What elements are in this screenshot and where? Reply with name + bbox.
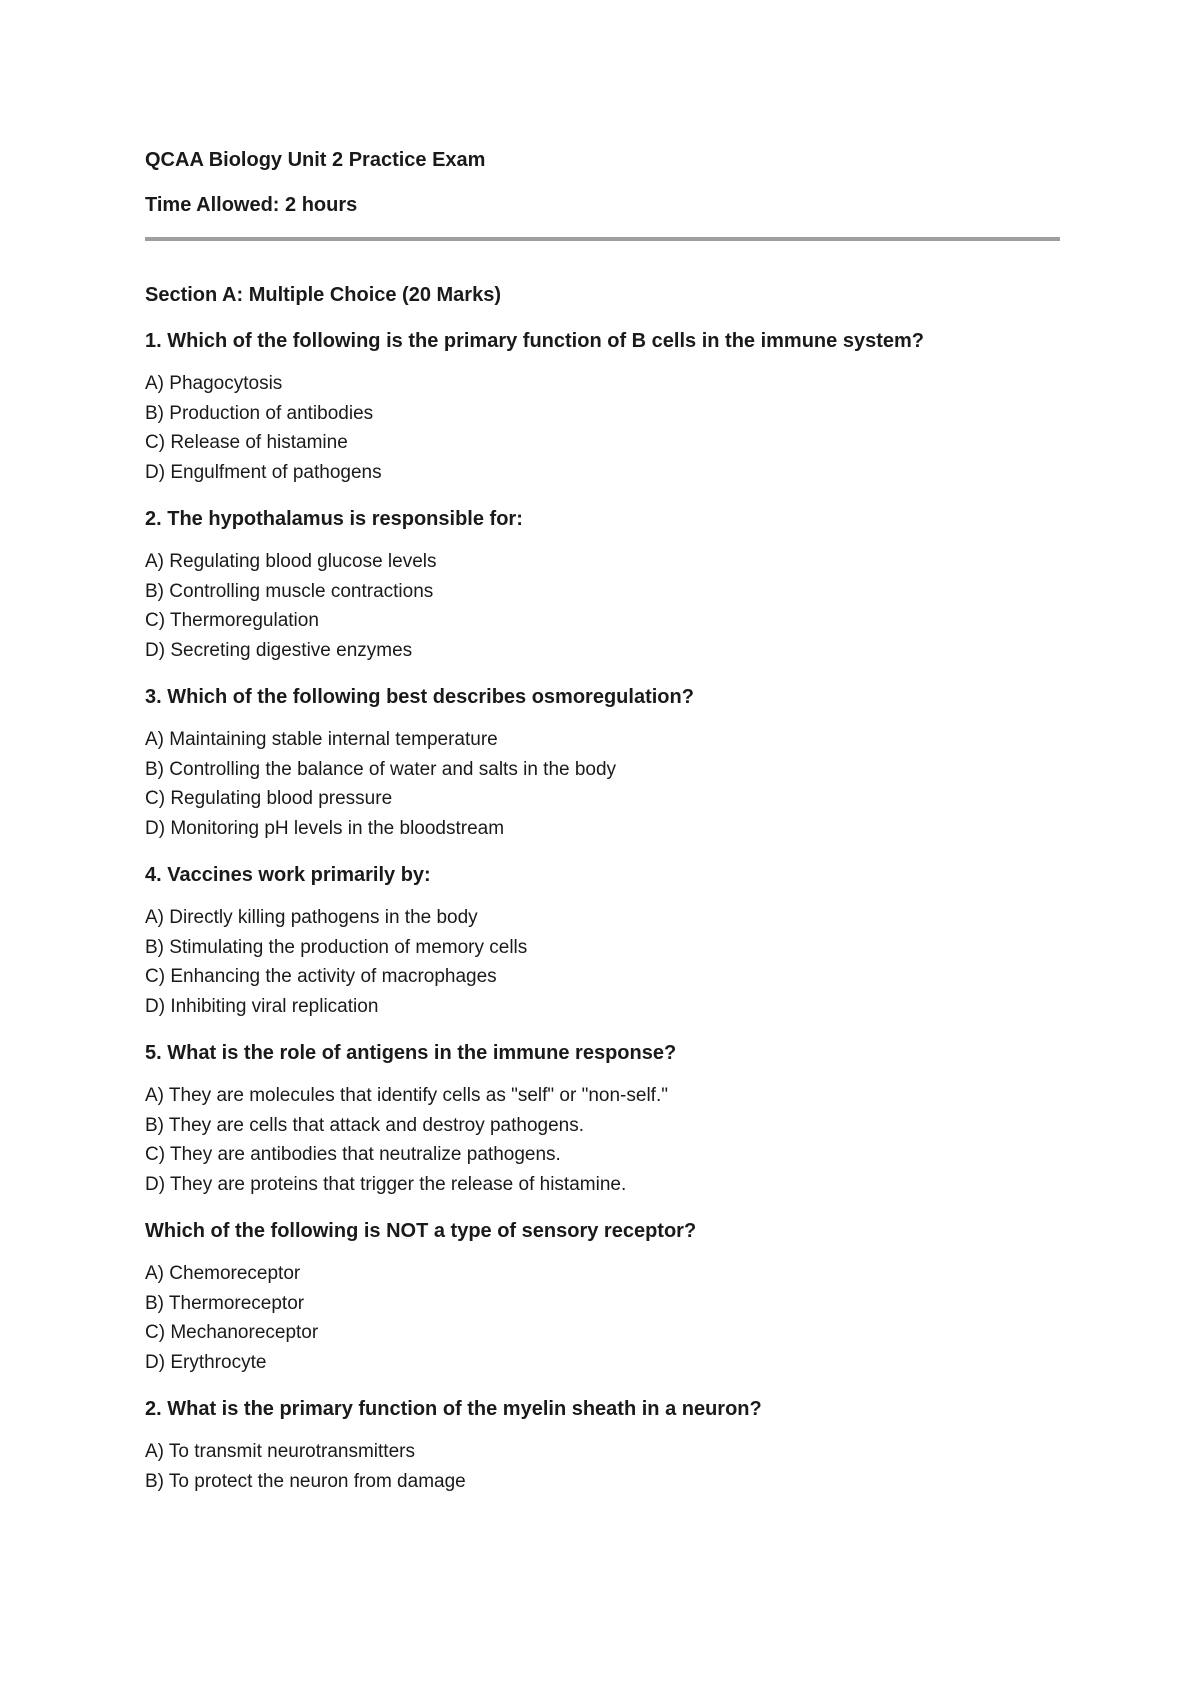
option-c: C) Regulating blood pressure [145, 788, 393, 809]
option-a: A) They are molecules that identify cells as "self" or "non-self." [145, 1085, 668, 1106]
option-c: C) Release of histamine [145, 432, 348, 453]
option-a: A) Directly killing pathogens in the body [145, 907, 478, 928]
options-list [145, 903, 1060, 1021]
options-list [145, 725, 1060, 843]
option-c: C) They are antibodies that neutralize pathogens. [145, 1144, 561, 1165]
question-block [145, 327, 1060, 487]
question-block [145, 683, 1060, 843]
option-d: D) Inhibiting viral replication [145, 995, 379, 1017]
option-a: A) To transmit neurotransmitters [145, 1441, 415, 1462]
option-b: B) They are cells that attack and destroy pathogens. [145, 1114, 585, 1136]
question-text: 4. Vaccines work primarily by: [145, 864, 431, 886]
option-b: B) Controlling the balance of water and salts in the body [145, 758, 617, 780]
option-d: D) Secreting digestive enzymes [145, 639, 413, 661]
section-heading: Section A: Multiple Choice (20 Marks) [145, 284, 501, 306]
question-text: 1. Which of the following is the primary function of B cells in the immune system? [145, 330, 924, 352]
question-text: Which of the following is NOT a type of sensory receptor? [145, 1220, 697, 1242]
option-b: B) Controlling muscle contractions [145, 580, 434, 602]
option-a: A) Chemoreceptor [145, 1263, 301, 1284]
question-block [145, 1039, 1060, 1199]
option-c: C) Mechanoreceptor [145, 1322, 319, 1343]
question-text: 2. The hypothalamus is responsible for: [145, 508, 523, 530]
options-list [145, 547, 1060, 665]
horizontal-divider [145, 237, 1060, 241]
options-list [145, 1437, 1060, 1496]
option-a: A) Regulating blood glucose levels [145, 551, 437, 572]
question-text: 3. Which of the following best describes osmoregulation? [145, 686, 694, 708]
question-block [145, 505, 1060, 665]
option-a: A) Phagocytosis [145, 373, 283, 394]
question-block [145, 861, 1060, 1021]
option-b: B) To protect the neuron from damage [145, 1470, 466, 1492]
option-d: D) Engulfment of pathogens [145, 461, 382, 483]
option-d: D) They are proteins that trigger the release of histamine. [145, 1173, 627, 1195]
option-c: C) Thermoregulation [145, 610, 319, 631]
option-c: C) Enhancing the activity of macrophages [145, 966, 497, 987]
options-list [145, 1081, 1060, 1199]
exam-page [145, 140, 1060, 1496]
question-text: 5. What is the role of antigens in the immune response? [145, 1042, 677, 1064]
option-d: D) Erythrocyte [145, 1351, 267, 1373]
question-block [145, 1217, 1060, 1377]
option-d: D) Monitoring pH levels in the bloodstream [145, 817, 505, 839]
question-block [145, 1395, 1060, 1496]
page-title: QCAA Biology Unit 2 Practice Exam [145, 149, 486, 171]
option-b: B) Production of antibodies [145, 402, 374, 424]
question-text: 2. What is the primary function of the myelin sheath in a neuron? [145, 1398, 762, 1420]
option-b: B) Thermoreceptor [145, 1292, 305, 1314]
options-list [145, 1259, 1060, 1377]
options-list [145, 369, 1060, 487]
option-a: A) Maintaining stable internal temperature [145, 729, 498, 750]
time-allowed: Time Allowed: 2 hours [145, 194, 358, 216]
option-b: B) Stimulating the production of memory cells [145, 936, 528, 958]
